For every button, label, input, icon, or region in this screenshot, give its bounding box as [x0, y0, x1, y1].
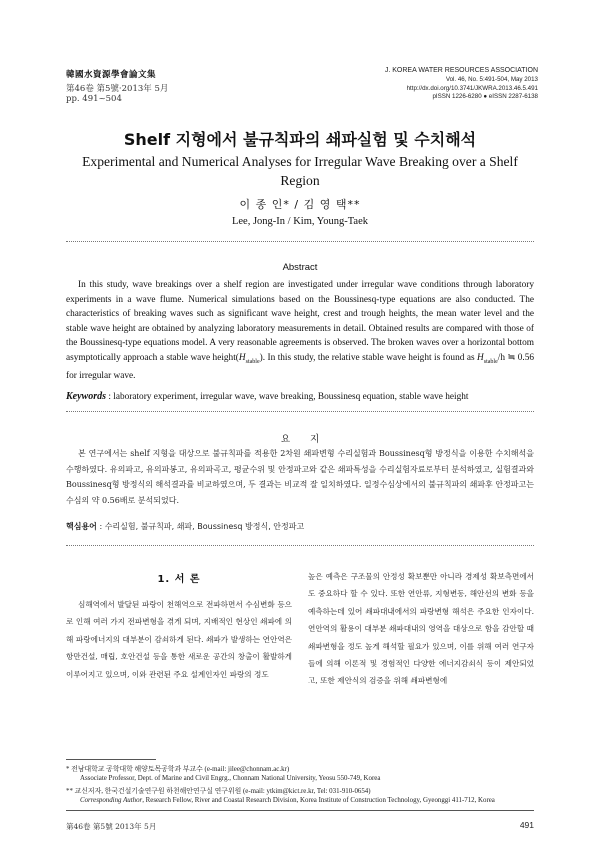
footnote2-en: , Research Fellow, River and Coastal Research Division, Korea Institute of Construction Technology, Gyeonggi 411-712, Korea	[142, 797, 495, 805]
page-number: 491	[519, 820, 534, 830]
stable-height-symbol: H	[238, 352, 246, 363]
footnote2-ko: ** 교신저자, 한국건설기술연구원 하천해안연구실 연구위원 (e-mail: ytkim@kict.re.kr, Tel: 031-910-0654)	[66, 788, 371, 795]
stable-height-symbol-2: H	[477, 352, 484, 363]
footnote-first-author	[66, 765, 536, 783]
divider-dotted	[66, 411, 534, 412]
abstract-heading: Abstract	[282, 262, 318, 273]
intro-column-left	[66, 596, 292, 683]
keywords-en	[66, 390, 534, 404]
summary-heading: 요지	[280, 434, 340, 445]
summary-body	[66, 446, 534, 508]
abstract-text-b: ). In this study, the relative stable wave height is found as	[259, 352, 478, 363]
page-range: pp. 491~504	[66, 94, 122, 104]
footnote1-en: Associate Professor, Dept. of Marine and Civil Engrg., Chonnam National University, Yeosu 550-749, Korea	[80, 775, 381, 783]
intro-left-text: 심해역에서 발달된 파랑이 천해역으로 전파하면서 수심변화 등으로 인해 여러 가지 전파변형을 겪게 되며, 지배적인 현상인 쇄파에 의해 파랑에너지의 대부분이 감쇠하게 된다. 쇄파가 발생하는 연안역은 항만건설, 매립, 호안건설 등을 통한 새로운 공간의 창출이 활발하게 이루어지고 있으며, 이와 관련된 주요 설계인자인 파랑의 정도	[66, 600, 292, 679]
footnote-corresponding-author	[66, 787, 536, 805]
stable-height-subscript-2: stable	[483, 358, 498, 365]
keywords-ko-text: : 수리실험, 불규칙파, 쇄파, Boussinesq 방정식, 안정파고	[96, 522, 305, 531]
footnote1-ko: * 전남대학교 공학대학 해양토목공학과 부교수 (e-mail: jilee@chonnam.ac.kr)	[66, 766, 290, 773]
authors-en: Lee, Jong-In / Kim, Young-Taek	[231, 216, 369, 227]
summary-text: 본 연구에서는 shelf 지형을 대상으로 불규칙파를 적용한 2차원 쇄파변형 수리실험과 Boussinesq형 방정식을 이용한 수치해석을 수행하였다. 유의파고, 유의파봉고, 유의파곡고, 평균수위 및 안정파고와 같은 쇄파특성을 수리실험자료로부터 분석하였고, 실험결과와 Boussinesq형 방정식의 해석결과를 비교하였으며, 두 결과는 비교적 잘 일치하였다. 일정수심상에서의 불규칙파의 쇄파후 안정파고는 수심의 약 0.56배로 분석되었다.	[66, 449, 534, 505]
abstract-body	[66, 278, 534, 384]
footnote-rule	[66, 759, 156, 760]
title-en: Experimental and Numerical Analyses for Irregular Wave Breaking over a Shelf Region	[82, 154, 518, 188]
divider-dotted	[66, 545, 534, 546]
intro-column-right	[308, 568, 534, 690]
intro-right-text: 높은 예측은 구조물의 안정성 확보뿐만 아니라 경제성 확보측면에서도 중요하다 할 수 있다. 또한 연안류, 지형변동, 해안선의 변화 등을 예측하는데 있어 쇄파대내에서의 파랑변형 해석은 주요한 인자이다. 연안역의 활용이 대부분 쇄파대내의 영역을 대상으로 함을 감안할 때 쇄파변형을 정도 높게 해석할 필요가 있으며, 이를 위해 여러 연구자들에 의해 이론적 및 경험적인 다양한 에너지감쇠식 등이 제안되었고, 또한 제안식의 검증을 위해 쇄파변형에	[308, 572, 534, 686]
footnote2-label: Corresponding Author	[80, 797, 143, 805]
footer-volume: 第46卷 第5號 2013年 5月	[66, 822, 157, 831]
abstract-text-a: In this study, wave breakings over a shelf region are investigated under irregular wave conditions through laboratory experiments in a wave flume. Numerical simulations based on the Boussinesq-type equations are also conducted. The characteristics of breaking waves such as significant wave height, crest and trough heights, the mean water level and the stable wave height are obtained by analyzing laboratory measurements in detail. Obtained results are compared with those of the Boussinesq-type equations model. A very reasonable agreements is observed. The broken waves over a horizontal bottom asymptotically approach a stable wave height(	[66, 280, 534, 363]
divider-dotted	[66, 241, 534, 242]
keywords-text: : laboratory experiment, irregular wave, wave breaking, Boussinesq equation, stable wave height	[106, 392, 469, 402]
title-ko: Shelf 지형에서 불규칙파의 쇄파실험 및 수치해석	[123, 130, 477, 149]
keywords-label: Keywords	[66, 391, 106, 402]
journal-header-en	[385, 67, 538, 102]
section-heading-intro: 1. 서 론	[157, 574, 201, 585]
volume-issue-en: Vol. 46, No. 5:491-504, May 2013	[445, 75, 538, 83]
issn: pISSN 1226-6280 ● eISSN 2287-6138	[432, 93, 538, 101]
authors-ko: 이 종 인* / 김 영 택**	[239, 198, 361, 211]
doi-link[interactable]: http://dx.doi.org/10.3741/JKWRA.2013.46.5.491	[406, 84, 538, 92]
abstract-ratio: /h ≒ 0.56 for irregular wave.	[66, 352, 534, 382]
keywords-ko	[66, 521, 534, 533]
journal-name-en: J. KOREA WATER RESOURCES ASSOCIATION	[384, 67, 538, 74]
volume-issue-ko: 第46卷 第5號·2013年 5月	[66, 84, 169, 94]
journal-name-ko: 韓國水資源學會論文集	[66, 70, 157, 80]
footer-rule	[66, 810, 534, 811]
stable-height-subscript: stable	[245, 358, 260, 365]
keywords-ko-label: 핵심용어	[66, 522, 97, 531]
footnote2-en-block	[66, 796, 536, 805]
